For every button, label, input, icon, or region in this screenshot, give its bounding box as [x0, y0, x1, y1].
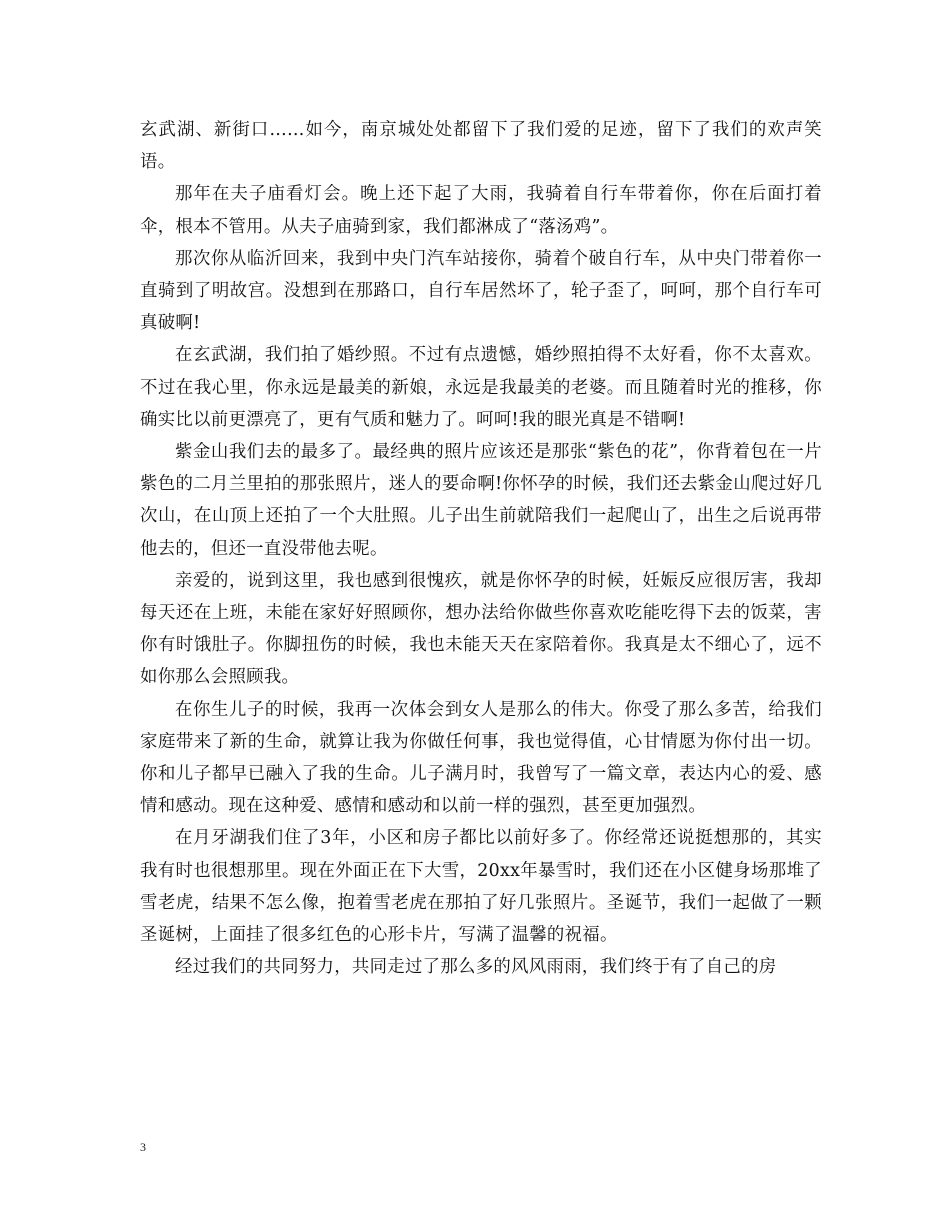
paragraph-6: 亲爱的，说到这里，我也感到很愧疚，就是你怀孕的时候，妊娠反应很厉害，我却每天还在上班，未能在家好好照顾你，想办法给你做些你喜欢吃能吃得下去的饭菜，害你有时饿肚子。你脚扭伤的时候，我也未能天天在家陪着你。我真是太不细心了，远不如你那么会照顾我。 — [140, 570, 822, 688]
page-number: 3 — [140, 1140, 146, 1154]
paragraph-4: 在玄武湖，我们拍了婚纱照。不过有点遗憾，婚纱照拍得不太好看，你不太喜欢。不过在我心里，你永远是最美的新娘，永远是我最美的老婆。而且随着时光的推移，你确实比以前更漂亮了，更有气质和魅力了。呵呵!我的眼光真是不错啊! — [140, 345, 822, 430]
paragraph-2: 那年在夫子庙看灯会。晚上还下起了大雨，我骑着自行车带着你，你在后面打着伞，根本不管用。从夫子庙骑到家，我们都淋成了“落汤鸡”。 — [140, 184, 822, 237]
paragraph-7: 在你生儿子的时候，我再一次体会到女人是那么的伟大。你受了那么多苦，给我们家庭带来了新的生命，就算让我为你做任何事，我也觉得值，心甘情愿为你付出一切。你和儿子都早已融入了我的生命。儿子满月时，我曾写了一篇文章，表达内心的爱、感情和感动。现在这种爱、感情和感动和以前一样的强烈，甚至更加强烈。 — [140, 699, 822, 817]
body-text — [140, 114, 822, 983]
paragraph-5: 紫金山我们去的最多了。最经典的照片应该还是那张“紫色的花”，你背着包在一片紫色的二月兰里拍的那张照片，迷人的要命啊!你怀孕的时候，我们还去紫金山爬过好几次山，在山顶上还拍了一个大肚照。儿子出生前就陪我们一起爬山了，出生之后说再带他去的，但还一直没带他去呢。 — [140, 442, 822, 559]
paragraph-1: 玄武湖、新街口……如今，南京城处处都留下了我们爱的足迹，留下了我们的欢声笑语。 — [140, 120, 822, 173]
paragraph-3: 那次你从临沂回来，我到中央门汽车站接你，骑着个破自行车，从中央门带着你一直骑到了明故宫。没想到在那路口，自行车居然坏了，轮子歪了，呵呵，那个自行车可真破啊! — [140, 248, 822, 334]
paragraph-9: 经过我们的共同努力，共同走过了那么多的风风雨雨，我们终于有了自己的房 — [175, 957, 777, 978]
paragraph-8: 在月牙湖我们住了3年，小区和房子都比以前好多了。你经常还说挺想那的，其实我有时也很想那里。现在外面正在下大雪，20xx年暴雪时，我们还在小区健身场那堆了雪老虎，结果不怎么像，抱着雪老虎在那拍了好几张照片。圣诞节，我们一起做了一颗圣诞树，上面挂了很多红色的心形卡片，写满了温馨的祝福。 — [140, 828, 822, 946]
